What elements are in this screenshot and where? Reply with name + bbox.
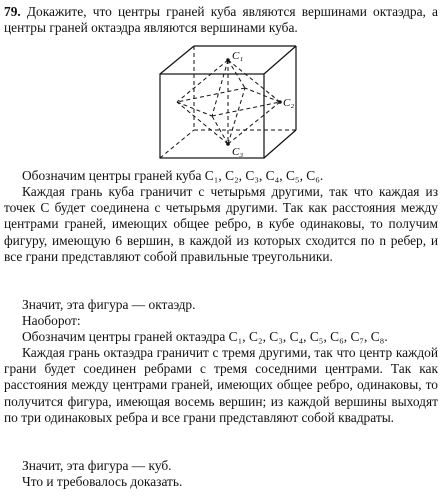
oct-edge — [212, 60, 228, 116]
solution-p4: Наоборот: — [22, 313, 81, 328]
solution-p7: Значит, эта фигура — куб. — [22, 458, 172, 473]
center-point-c3 — [226, 142, 230, 146]
solution-p8: Что и требовалось доказать. — [22, 474, 183, 489]
label-c2: C₂ — [283, 97, 295, 109]
label-c3: C₃ — [232, 146, 244, 158]
oct-edge — [177, 60, 228, 102]
cube-edge-tl — [160, 46, 194, 74]
problem-statement — [4, 4, 438, 36]
solution-p1: Обозначим центры граней куба C₁, C₂, C₃, C₄, C₅, C₆. — [22, 168, 324, 183]
label-c1: C₁ — [232, 50, 244, 62]
cube-octahedron-diagram — [150, 42, 300, 164]
solution-p5: Обозначим центры граней октаэдра C₁, C₂, C₃, C₄, C₅, C₆, C₇, C₈. — [22, 329, 388, 344]
cube-hidden-diagonal — [160, 130, 194, 158]
solution-p6: Каждая грань октаэдра граничит с тремя другими, так что центр каждой грани будет соединен ребрами с тремя соседними центрами. Так как расстояния между центрами граней, имеющих общее ребро, одинаковы, то получится фигура, имеющая восемь вершин; из каждой вершины выходят по три одинаковых ребра и все грани представляют собой квадраты. — [4, 345, 438, 425]
center-point-c1 — [226, 58, 230, 62]
solution-p2: Каждая грань куба граничит с четырьмя другими, так что каждая из точек C будет соединена с четырьмя другими. Так как расстояния между центрами граней, имеющих общее ребро, в кубе одинаковы, то получим фигуру, имеющую 6 вершин, в каждой из которых сходится по n ребер, и все грани представляют собой правильные треугольники. — [4, 184, 438, 264]
cube-edge-br — [264, 130, 296, 158]
oct-edge — [212, 102, 280, 116]
cube-edge-tr — [264, 46, 296, 74]
solution-p3: Значит, эта фигура — октаэдр. — [22, 297, 196, 312]
problem-number: 79. — [4, 4, 21, 19]
oct-edge — [245, 88, 280, 102]
oct-edge — [228, 88, 245, 144]
problem-text: Докажите, что центры граней куба являются вершинами октаэдра, а центры граней октаэдра являются вершинами куба. — [4, 4, 438, 36]
oct-edge — [177, 88, 245, 102]
oct-edge — [228, 102, 280, 144]
center-point-c2 — [278, 100, 282, 104]
cube-octahedron-figure — [150, 42, 300, 164]
